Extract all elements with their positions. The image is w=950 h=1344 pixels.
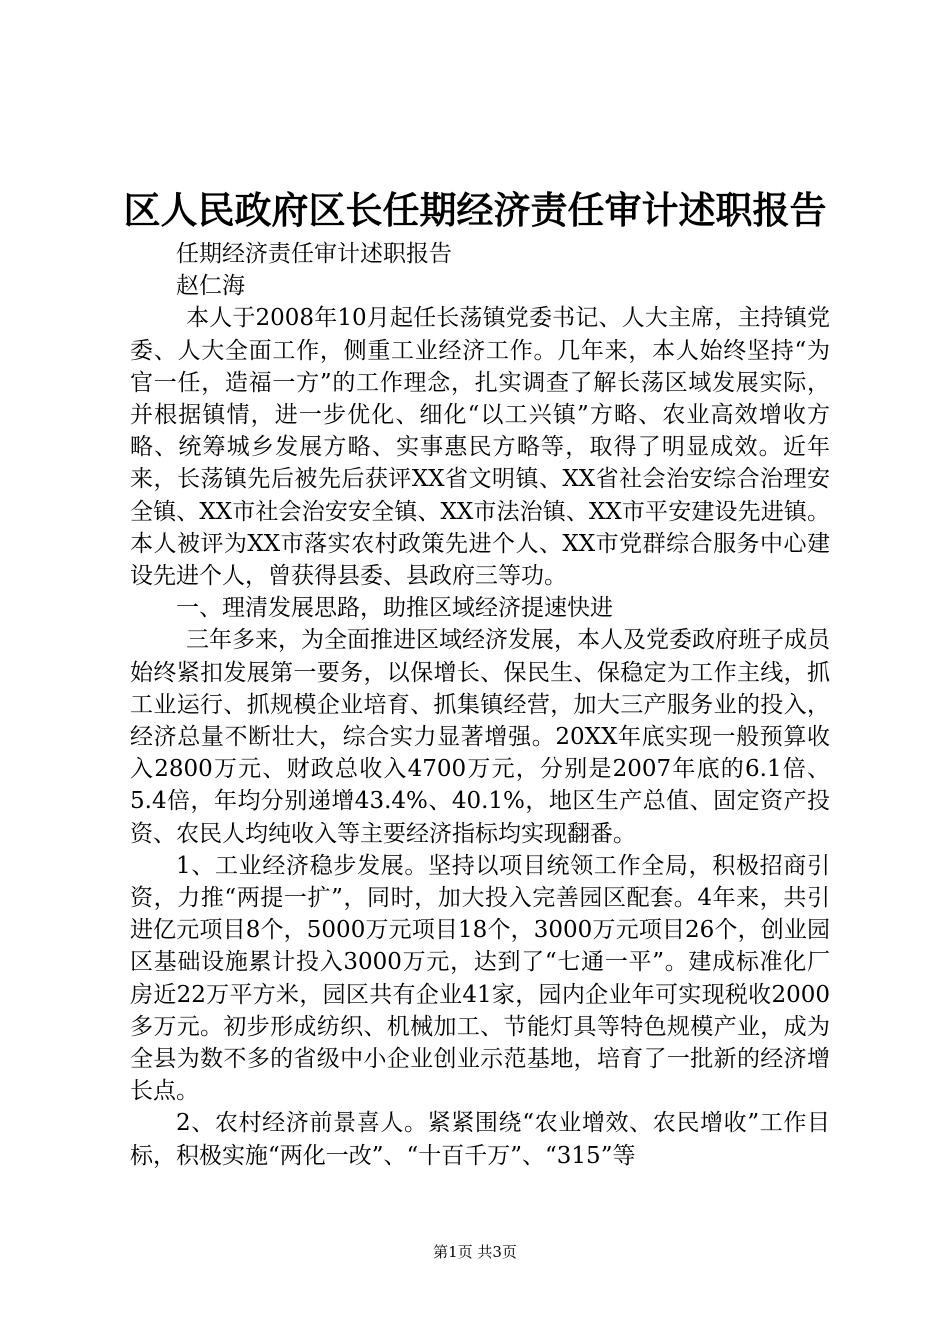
- section-heading-1: 一、理清发展思路，助推区域经济提速快进: [176, 595, 613, 622]
- paragraph-section-1: 三年多来，为全面推进区域经济发展，本人及党委政府班子成员始终紧扣发展第一要务，以保增长、保民生、保稳定为工作主线，抓工业运行、抓规模企业培育、抓集镇经营，加大三产服务业的投入，经济总量不断壮大，综合实力显著增强。20XX年底实现一般预算收入2800万元、财政总收入4700万元，分别是2007年底的6.1倍、5.4倍，年均分别递增43.4%、40.1%，地区生产总值、固定资产投资、农民人均纯收入等主要经济指标均实现翻番。: [130, 627, 830, 847]
- paragraph-rural: 2、农村经济前景喜人。紧紧围绕“农业增效、农民增收”工作目标，积极实施“两化一改”、“十百千万”、“315”等: [130, 1110, 830, 1169]
- document-body: [130, 238, 830, 1172]
- paragraph-intro: 本人于2008年10月起任长荡镇党委书记、人大主席，主持镇党委、人大全面工作，侧重工业经济工作。几年来，本人始终坚持“为官一任，造福一方”的工作理念，扎实调查了解长荡区域发展实际，并根据镇情，进一步优化、细化“以工兴镇”方略、农业高效增收方略、统筹城乡发展方略、实事惠民方略等，取得了明显成效。近年来，长荡镇先后被先后获评XX省文明镇、XX省社会治安综合治理安全镇、XX市社会治安安全镇、XX市法治镇、XX市平安建设先进镇。本人被评为XX市落实农村政策先进个人、XX市党群综合服务中心建设先进个人，曾获得县委、县政府三等功。: [130, 305, 830, 590]
- author-name: 赵仁海: [176, 273, 245, 300]
- document-title: 区人民政府区长任期经济责任审计述职报告: [123, 188, 827, 232]
- subtitle: 任期经济责任审计述职报告: [176, 241, 452, 267]
- page-number-footer: 第1页 共3页: [433, 1243, 517, 1261]
- paragraph-industry: 1、工业经济稳步发展。坚持以项目统领工作全局，积极招商引资，力推“两提一扩”，同时，加大投入完善园区配套。4年来，共引进亿元项目8个，5000万元项目18个，3000万元项目26个，创业园区基础设施累计投入3000万元，达到了“七通一平”。建成标准化厂房近22万平方米，园区共有企业41家，园内企业年可实现税收2000多万元。初步形成纺织、机械加工、节能灯具等特色规模产业，成为全县为数不多的省级中小企业创业示范基地，培育了一批新的经济增长点。: [130, 852, 830, 1105]
